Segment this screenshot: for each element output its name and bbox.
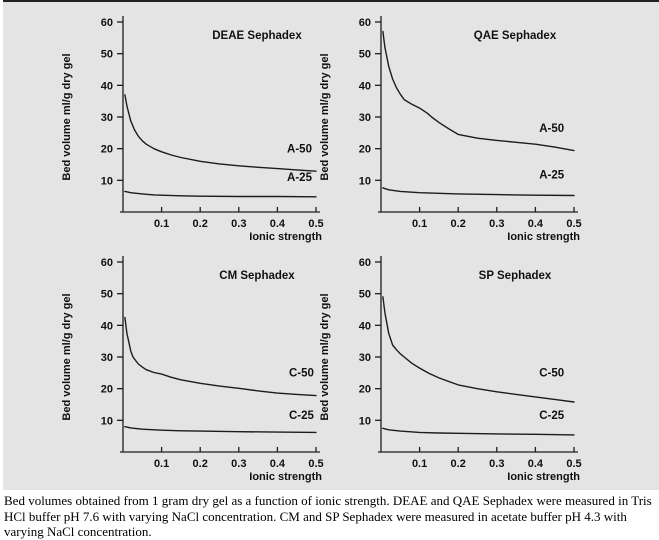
- x-tick-label: 0.3: [231, 218, 247, 230]
- y-tick-label: 50: [358, 288, 371, 301]
- y-tick-label: 10: [358, 175, 371, 188]
- charts-panel: [3, 0, 659, 490]
- series-curve: [383, 428, 574, 435]
- x-tick-label: 0.4: [527, 458, 544, 470]
- x-tick-label: 0.5: [566, 458, 582, 470]
- x-tick-label: 0.5: [308, 218, 324, 230]
- series-label: A-50: [539, 123, 565, 136]
- y-tick-label: 10: [100, 175, 113, 188]
- x-axis-label: Ionic strength: [249, 471, 322, 483]
- chart-sp-sephadex: [297, 242, 607, 486]
- series-curve: [125, 95, 316, 171]
- x-tick-label: 0.2: [192, 458, 208, 470]
- x-tick-label: 0.3: [489, 218, 505, 230]
- x-tick-label: 0.5: [308, 458, 324, 470]
- y-tick-label: 20: [100, 383, 113, 396]
- chart-title: QAE Sephadex: [473, 30, 557, 42]
- y-axis-label: Bed volume ml/g dry gel: [319, 53, 331, 181]
- series-label: C-25: [539, 410, 565, 423]
- y-tick-label: 30: [358, 352, 371, 364]
- y-tick-label: 40: [100, 80, 113, 93]
- chart-qae-sephadex: [297, 2, 607, 246]
- y-tick-label: 60: [100, 17, 113, 29]
- x-tick-label: 0.1: [411, 458, 428, 470]
- x-axis-label: Ionic strength: [507, 231, 580, 243]
- y-tick-label: 10: [358, 415, 371, 428]
- x-tick-label: 0.2: [450, 218, 466, 230]
- y-tick-label: 20: [358, 143, 371, 156]
- x-axis-label: Ionic strength: [249, 231, 322, 243]
- figure-caption: Bed volumes obtained from 1 gram dry gel as a function of ionic strength. DEAE and QAE Sephadex were measured in Tris HCl buffer pH 7.6 with varying NaCl concentration. CM and SP Sephadex were measured in acetate buffer pH 4.3 with varying NaCl concentration.: [4, 493, 652, 540]
- y-axis-label: Bed volume ml/g dry gel: [61, 53, 73, 181]
- series-label: A-25: [287, 171, 312, 184]
- chart-title: CM Sephadex: [219, 270, 295, 282]
- x-tick-label: 0.1: [411, 218, 428, 230]
- y-tick-label: 40: [358, 320, 371, 333]
- series-label: C-25: [288, 410, 314, 423]
- series-label: A-25: [539, 169, 565, 182]
- chart-title: DEAE Sephadex: [212, 30, 302, 42]
- series-curve: [125, 191, 316, 196]
- x-tick-label: 0.1: [153, 458, 170, 470]
- x-tick-label: 0.3: [231, 458, 247, 470]
- series-curve: [125, 317, 316, 395]
- series-label: C-50: [539, 367, 565, 380]
- y-tick-label: 60: [358, 257, 371, 269]
- y-axis-label: Bed volume ml/g dry gel: [319, 293, 331, 421]
- y-tick-label: 10: [100, 415, 113, 428]
- y-tick-label: 30: [100, 112, 113, 124]
- x-tick-label: 0.4: [269, 458, 286, 470]
- series-curve: [383, 188, 574, 196]
- y-tick-label: 40: [100, 320, 113, 333]
- x-tick-label: 0.2: [450, 458, 466, 470]
- y-tick-label: 30: [358, 112, 371, 124]
- chart-title: SP Sephadex: [478, 270, 552, 282]
- y-tick-label: 20: [100, 143, 113, 156]
- y-tick-label: 20: [358, 383, 371, 396]
- y-tick-label: 60: [100, 257, 113, 269]
- series-curve: [125, 427, 316, 433]
- y-tick-label: 50: [358, 48, 371, 61]
- y-axis-label: Bed volume ml/g dry gel: [61, 293, 73, 421]
- y-tick-label: 30: [100, 352, 113, 364]
- y-tick-label: 40: [358, 80, 371, 93]
- x-tick-label: 0.3: [489, 458, 505, 470]
- x-tick-label: 0.4: [269, 218, 286, 230]
- y-tick-label: 50: [100, 288, 113, 301]
- x-tick-label: 0.1: [153, 218, 170, 230]
- series-label: A-50: [287, 143, 312, 156]
- series-curve: [383, 297, 574, 402]
- y-tick-label: 50: [100, 48, 113, 61]
- series-label: C-50: [288, 367, 314, 380]
- x-tick-label: 0.5: [566, 218, 582, 230]
- y-tick-label: 60: [358, 17, 371, 29]
- x-tick-label: 0.2: [192, 218, 208, 230]
- x-tick-label: 0.4: [527, 218, 544, 230]
- x-axis-label: Ionic strength: [507, 471, 580, 483]
